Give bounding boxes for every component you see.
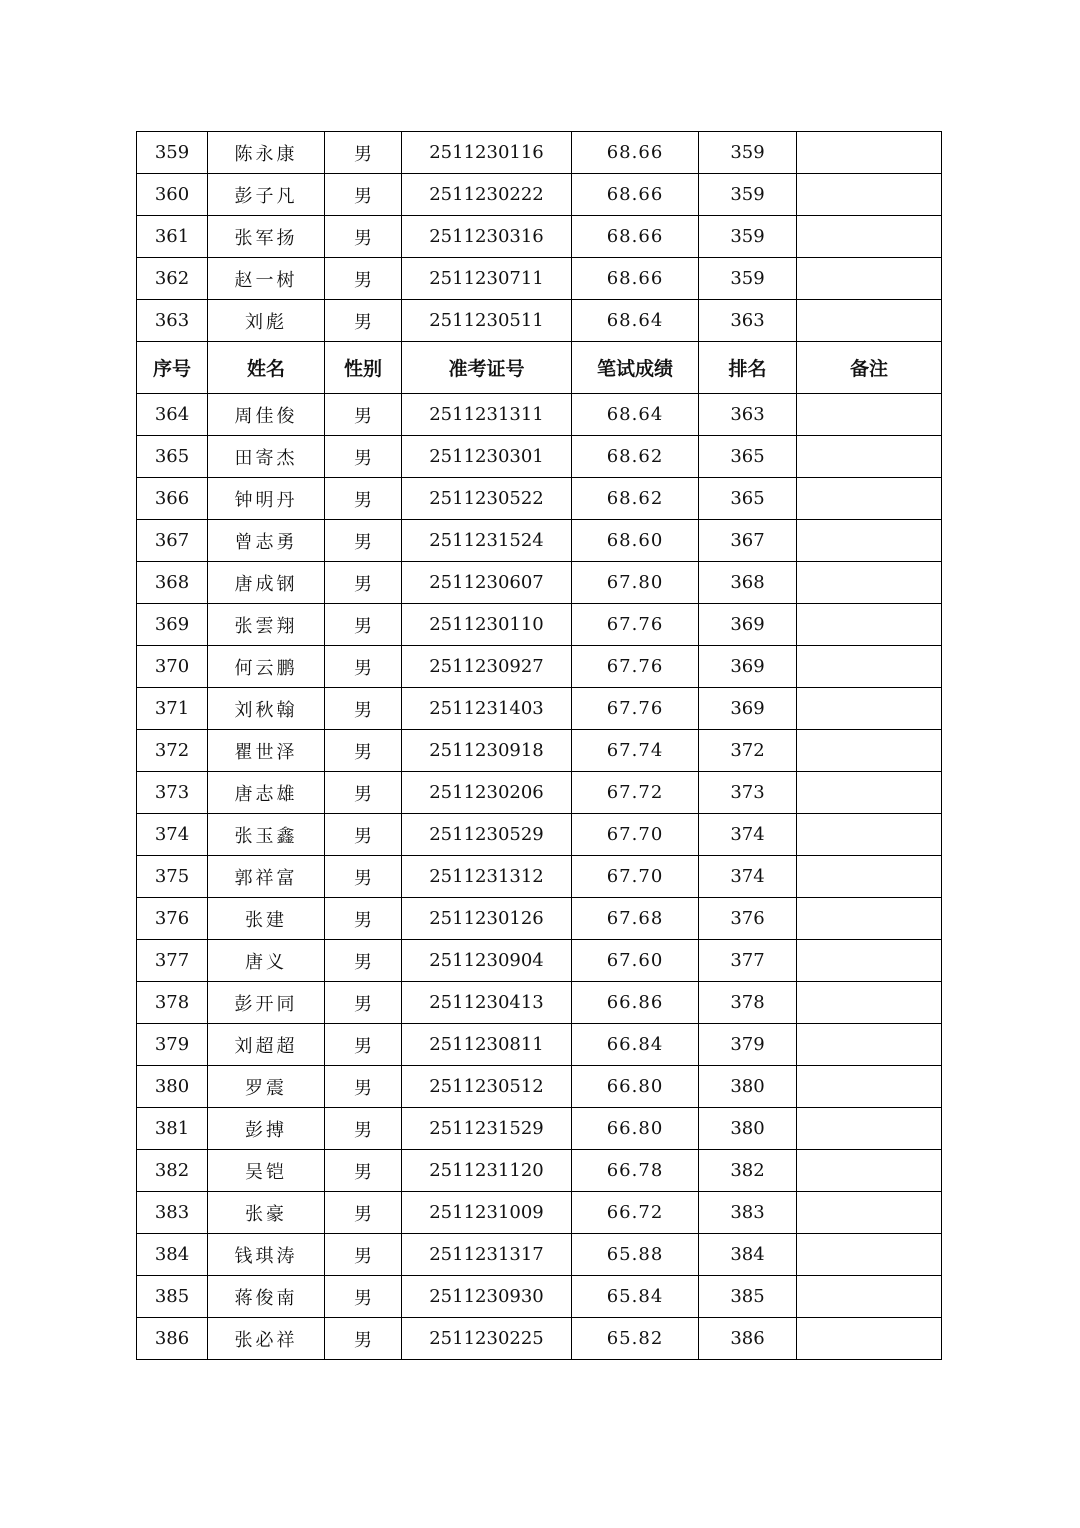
cell-exam-id: 2511231317 [402,1234,572,1276]
cell-name: 彭开同 [208,982,325,1024]
header-name: 姓名 [208,342,325,394]
cell-seq: 359 [137,132,208,174]
cell-seq: 385 [137,1276,208,1318]
cell-remark [797,814,942,856]
cell-name: 曾志勇 [208,520,325,562]
cell-name: 周佳俊 [208,394,325,436]
cell-remark [797,646,942,688]
cell-exam-id: 2511230126 [402,898,572,940]
cell-remark [797,394,942,436]
cell-score: 67.72 [572,772,699,814]
cell-score: 66.78 [572,1150,699,1192]
cell-remark [797,940,942,982]
header-gender: 性别 [325,342,402,394]
table-row [137,1234,942,1276]
cell-gender: 男 [325,982,402,1024]
table-row [137,300,942,342]
cell-seq: 368 [137,562,208,604]
cell-remark [797,174,942,216]
cell-gender: 男 [325,436,402,478]
cell-rank: 374 [699,856,797,898]
cell-score: 65.84 [572,1276,699,1318]
cell-name: 蒋俊南 [208,1276,325,1318]
header-row [137,342,942,394]
cell-exam-id: 2511230711 [402,258,572,300]
cell-name: 瞿世泽 [208,730,325,772]
table-row [137,646,942,688]
cell-seq: 367 [137,520,208,562]
cell-seq: 373 [137,772,208,814]
cell-seq: 375 [137,856,208,898]
cell-exam-id: 2511230116 [402,132,572,174]
table-row [137,394,942,436]
table-body-bottom [137,394,942,1360]
cell-gender: 男 [325,394,402,436]
cell-seq: 383 [137,1192,208,1234]
cell-seq: 384 [137,1234,208,1276]
cell-remark [797,300,942,342]
cell-name: 刘秋翰 [208,688,325,730]
cell-rank: 385 [699,1276,797,1318]
cell-score: 68.66 [572,258,699,300]
cell-name: 张雲翔 [208,604,325,646]
cell-rank: 359 [699,174,797,216]
cell-remark [797,730,942,772]
cell-remark [797,1318,942,1360]
table-row [137,1150,942,1192]
cell-gender: 男 [325,132,402,174]
cell-remark [797,1108,942,1150]
cell-seq: 380 [137,1066,208,1108]
cell-rank: 369 [699,646,797,688]
header-exam-id: 准考证号 [402,342,572,394]
cell-remark [797,520,942,562]
cell-remark [797,604,942,646]
cell-rank: 377 [699,940,797,982]
cell-name: 何云鹏 [208,646,325,688]
cell-seq: 382 [137,1150,208,1192]
cell-seq: 365 [137,436,208,478]
cell-name: 吴铠 [208,1150,325,1192]
cell-gender: 男 [325,478,402,520]
header-score: 笔试成绩 [572,342,699,394]
table-row [137,1024,942,1066]
cell-remark [797,1192,942,1234]
cell-gender: 男 [325,688,402,730]
cell-seq: 371 [137,688,208,730]
results-table [136,131,942,1360]
cell-score: 67.70 [572,856,699,898]
cell-exam-id: 2511231312 [402,856,572,898]
cell-exam-id: 2511230301 [402,436,572,478]
cell-score: 68.62 [572,478,699,520]
cell-gender: 男 [325,814,402,856]
cell-name: 郭祥富 [208,856,325,898]
cell-score: 66.80 [572,1066,699,1108]
cell-name: 刘超超 [208,1024,325,1066]
table-row [137,216,942,258]
cell-name: 田寄杰 [208,436,325,478]
cell-exam-id: 2511230904 [402,940,572,982]
cell-remark [797,1234,942,1276]
cell-name: 张军扬 [208,216,325,258]
cell-score: 66.84 [572,1024,699,1066]
table-row [137,1318,942,1360]
cell-remark [797,132,942,174]
cell-exam-id: 2511230811 [402,1024,572,1066]
cell-score: 65.82 [572,1318,699,1360]
cell-score: 66.80 [572,1108,699,1150]
cell-rank: 378 [699,982,797,1024]
table-header [137,342,942,394]
cell-rank: 359 [699,258,797,300]
cell-score: 67.60 [572,940,699,982]
cell-score: 67.76 [572,688,699,730]
cell-gender: 男 [325,174,402,216]
cell-seq: 361 [137,216,208,258]
cell-rank: 368 [699,562,797,604]
cell-seq: 360 [137,174,208,216]
cell-seq: 378 [137,982,208,1024]
table-row [137,772,942,814]
cell-name: 刘彪 [208,300,325,342]
cell-name: 彭搏 [208,1108,325,1150]
cell-remark [797,772,942,814]
cell-remark [797,562,942,604]
cell-seq: 370 [137,646,208,688]
cell-exam-id: 2511230316 [402,216,572,258]
cell-score: 67.74 [572,730,699,772]
cell-exam-id: 2511230522 [402,478,572,520]
cell-exam-id: 2511230529 [402,814,572,856]
table-row [137,436,942,478]
cell-gender: 男 [325,856,402,898]
cell-rank: 363 [699,394,797,436]
table-row [137,1192,942,1234]
cell-exam-id: 2511230206 [402,772,572,814]
cell-gender: 男 [325,520,402,562]
cell-seq: 374 [137,814,208,856]
cell-gender: 男 [325,772,402,814]
cell-seq: 366 [137,478,208,520]
table-row [137,982,942,1024]
cell-seq: 363 [137,300,208,342]
cell-exam-id: 2511230110 [402,604,572,646]
cell-exam-id: 2511230918 [402,730,572,772]
cell-name: 彭子凡 [208,174,325,216]
cell-remark [797,478,942,520]
cell-score: 67.80 [572,562,699,604]
cell-exam-id: 2511231311 [402,394,572,436]
cell-name: 唐志雄 [208,772,325,814]
cell-gender: 男 [325,562,402,604]
cell-gender: 男 [325,940,402,982]
cell-rank: 365 [699,436,797,478]
table-row [137,940,942,982]
table-row [137,604,942,646]
cell-exam-id: 2511230222 [402,174,572,216]
cell-remark [797,1066,942,1108]
cell-rank: 383 [699,1192,797,1234]
cell-exam-id: 2511231524 [402,520,572,562]
cell-score: 68.62 [572,436,699,478]
cell-name: 赵一树 [208,258,325,300]
header-remark: 备注 [797,342,942,394]
table-row [137,562,942,604]
cell-score: 66.86 [572,982,699,1024]
cell-rank: 369 [699,604,797,646]
cell-seq: 386 [137,1318,208,1360]
cell-name: 钟明丹 [208,478,325,520]
cell-remark [797,436,942,478]
cell-remark [797,258,942,300]
cell-rank: 376 [699,898,797,940]
cell-gender: 男 [325,1108,402,1150]
cell-rank: 373 [699,772,797,814]
table-row [137,1108,942,1150]
cell-gender: 男 [325,1234,402,1276]
cell-gender: 男 [325,898,402,940]
cell-rank: 384 [699,1234,797,1276]
cell-gender: 男 [325,216,402,258]
cell-gender: 男 [325,604,402,646]
cell-remark [797,1024,942,1066]
cell-exam-id: 2511231009 [402,1192,572,1234]
cell-score: 68.66 [572,216,699,258]
cell-name: 唐义 [208,940,325,982]
table-row [137,814,942,856]
cell-rank: 380 [699,1108,797,1150]
cell-remark [797,856,942,898]
cell-rank: 367 [699,520,797,562]
table-row [137,730,942,772]
cell-exam-id: 2511230607 [402,562,572,604]
cell-exam-id: 2511230413 [402,982,572,1024]
table-row [137,856,942,898]
cell-seq: 372 [137,730,208,772]
cell-rank: 379 [699,1024,797,1066]
table-row [137,174,942,216]
cell-rank: 386 [699,1318,797,1360]
table-row [137,520,942,562]
cell-name: 唐成钢 [208,562,325,604]
cell-rank: 359 [699,216,797,258]
cell-name: 钱琪涛 [208,1234,325,1276]
cell-name: 张豪 [208,1192,325,1234]
cell-gender: 男 [325,730,402,772]
table-row [137,258,942,300]
cell-rank: 374 [699,814,797,856]
cell-gender: 男 [325,1318,402,1360]
cell-gender: 男 [325,258,402,300]
cell-gender: 男 [325,300,402,342]
header-rank: 排名 [699,342,797,394]
cell-seq: 379 [137,1024,208,1066]
cell-score: 67.76 [572,646,699,688]
cell-remark [797,982,942,1024]
cell-exam-id: 2511231403 [402,688,572,730]
cell-rank: 359 [699,132,797,174]
cell-gender: 男 [325,1066,402,1108]
cell-gender: 男 [325,646,402,688]
cell-score: 67.76 [572,604,699,646]
cell-score: 65.88 [572,1234,699,1276]
cell-seq: 376 [137,898,208,940]
cell-exam-id: 2511231120 [402,1150,572,1192]
cell-rank: 365 [699,478,797,520]
cell-score: 68.66 [572,174,699,216]
cell-seq: 381 [137,1108,208,1150]
cell-remark [797,1150,942,1192]
cell-name: 陈永康 [208,132,325,174]
cell-seq: 364 [137,394,208,436]
table-row [137,1066,942,1108]
cell-score: 67.68 [572,898,699,940]
table-row [137,132,942,174]
cell-score: 68.64 [572,394,699,436]
table-row [137,478,942,520]
cell-gender: 男 [325,1024,402,1066]
cell-rank: 380 [699,1066,797,1108]
cell-gender: 男 [325,1150,402,1192]
cell-exam-id: 2511230930 [402,1276,572,1318]
cell-name: 张建 [208,898,325,940]
cell-name: 张必祥 [208,1318,325,1360]
cell-gender: 男 [325,1192,402,1234]
cell-rank: 363 [699,300,797,342]
table-body-top [137,132,942,342]
cell-remark [797,1276,942,1318]
cell-name: 罗震 [208,1066,325,1108]
cell-exam-id: 2511231529 [402,1108,572,1150]
cell-name: 张玉鑫 [208,814,325,856]
table-row [137,898,942,940]
cell-seq: 362 [137,258,208,300]
cell-exam-id: 2511230511 [402,300,572,342]
cell-rank: 369 [699,688,797,730]
cell-exam-id: 2511230512 [402,1066,572,1108]
cell-score: 68.60 [572,520,699,562]
cell-exam-id: 2511230225 [402,1318,572,1360]
cell-score: 67.70 [572,814,699,856]
cell-score: 68.64 [572,300,699,342]
cell-gender: 男 [325,1276,402,1318]
header-seq: 序号 [137,342,208,394]
cell-rank: 382 [699,1150,797,1192]
table-row [137,1276,942,1318]
cell-remark [797,216,942,258]
table-row [137,688,942,730]
cell-seq: 377 [137,940,208,982]
cell-remark [797,898,942,940]
cell-score: 68.66 [572,132,699,174]
cell-seq: 369 [137,604,208,646]
cell-exam-id: 2511230927 [402,646,572,688]
cell-remark [797,688,942,730]
cell-rank: 372 [699,730,797,772]
cell-score: 66.72 [572,1192,699,1234]
